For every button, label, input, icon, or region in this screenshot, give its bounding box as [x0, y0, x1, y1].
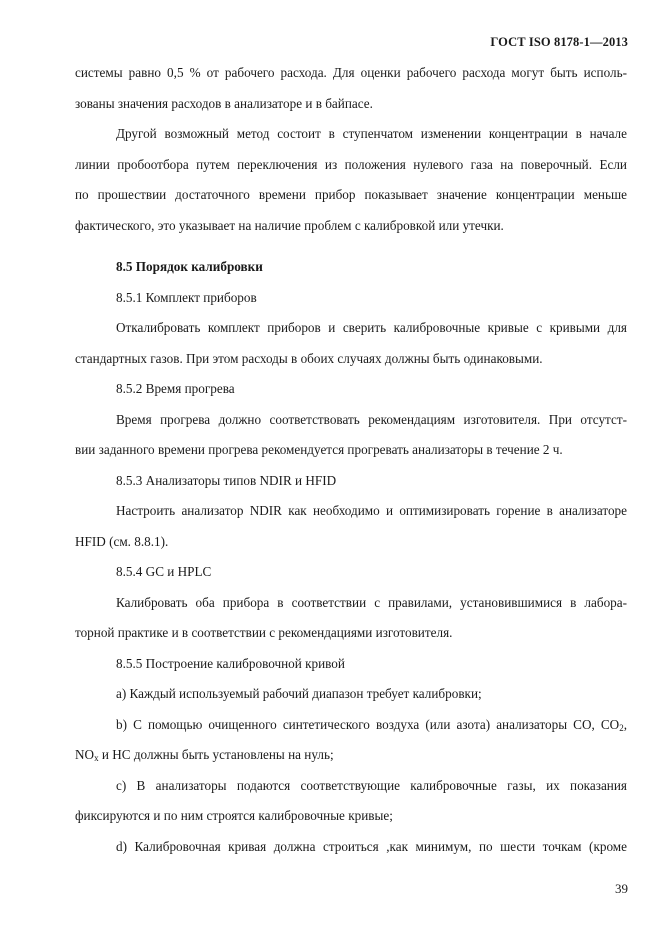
text-line: торной практике и в соответствии с рекомендациями изготовителя. — [75, 625, 453, 640]
text-line: Калибровать оба прибора в соответствии с правилами, установившимися в лабора- — [116, 594, 627, 610]
text-line: Настроить анализатор NDIR как необходимо и оптимизировать горение в анализаторе — [116, 503, 627, 518]
list-item: d) Калибровочная кривая должна строиться ,как минимум, по шести точкам (кроме — [116, 838, 627, 854]
text-line: Другой возможный метод состоит в ступенчатом изменении концентрации в начале — [116, 126, 627, 141]
subsection-heading: 8.5.2 Время прогрева — [116, 381, 235, 396]
page-number: 39 — [615, 881, 628, 896]
text-line: по прошествии достаточного времени прибор показывает значение концентрации меньше — [75, 187, 627, 202]
text-line: HFID (см. 8.8.1). — [75, 533, 169, 549]
document-header: ГОСТ ISO 8178-1—2013 — [490, 35, 628, 49]
subsection-heading: 8.5.4 GC и HPLC — [116, 564, 212, 579]
page-body — [75, 58, 627, 862]
text-line: вии заданного времени прогрева рекомендуется прогревать анализаторы в течение 2 ч. — [75, 442, 563, 457]
text-run: , — [623, 716, 627, 732]
subsection-heading: 8.5.1 Комплект приборов — [116, 289, 257, 305]
subscript: x — [94, 753, 99, 763]
section-heading: 8.5 Порядок калибровки — [116, 259, 263, 274]
list-item: a) Каждый используемый рабочий диапазон требует калибровки; — [116, 686, 482, 701]
subsection-heading: 8.5.5 Построение калибровочной кривой — [116, 655, 345, 671]
text-line: системы равно 0,5 % от рабочего расхода. Для оценки рабочего расхода могут быть исполь- — [75, 65, 627, 80]
text-line: фиксируются и по ним строятся калибровочные кривые; — [75, 808, 393, 823]
text-line: Откалибровать комплект приборов и сверить калибровочные кривые с кривыми для — [116, 320, 627, 335]
section-gap — [75, 241, 627, 252]
list-item: c) В анализаторы подаются соответствующие калибровочные газы, их показания — [116, 777, 627, 793]
text-line: линии пробоотбора путем переключения из положения нулевого газа на поверочный. Если — [75, 156, 627, 172]
subsection-heading: 8.5.3 Анализаторы типов NDIR и HFID — [116, 472, 337, 488]
text-run: NO — [75, 747, 95, 762]
text-line: Время прогрева должно соответствовать рекомендациям изготовителя. При отсутст- — [116, 411, 627, 427]
text-run: b) С помощью очищенного синтетического воздуха (или азота) анализаторы CO, CO — [116, 716, 620, 732]
subscript: 2 — [619, 722, 624, 733]
text-line — [75, 740, 627, 771]
list-item — [75, 710, 627, 741]
text-line: зованы значения расходов в анализаторе и в байпасе. — [75, 95, 373, 111]
text-run: и HC должны быть установлены на нуль; — [98, 747, 334, 762]
text-line: стандартных газов. При этом расходы в обоих случаях должны быть одинаковыми. — [75, 350, 543, 366]
text-line: фактического, это указывает на наличие проблем с калибровкой или утечки. — [75, 217, 504, 233]
